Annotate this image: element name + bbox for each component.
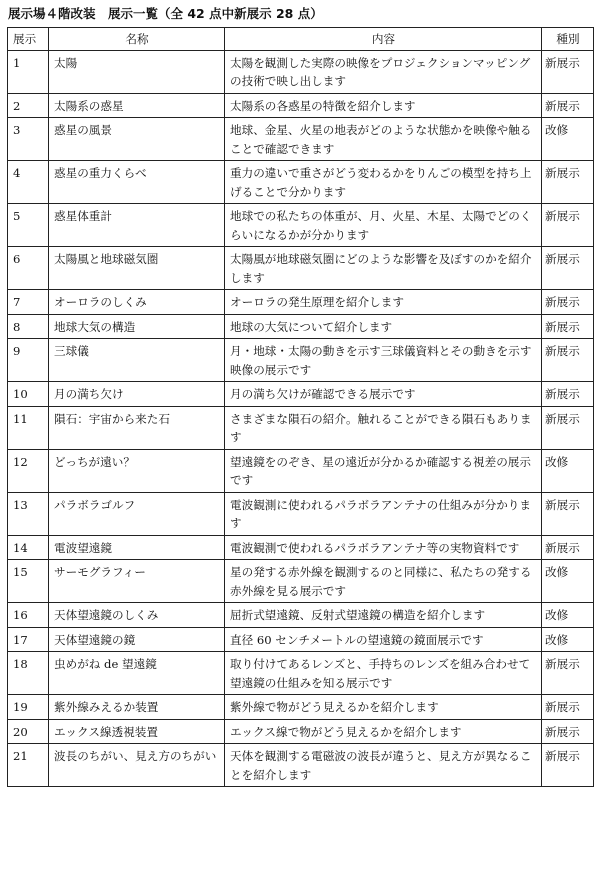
exhibit-type-cell: 改修 (542, 627, 594, 652)
exhibit-number-cell: 8 (8, 314, 49, 339)
exhibit-name-cell: オーロラのしくみ (49, 290, 225, 315)
exhibit-name-cell: 惑星の風景 (49, 118, 225, 161)
exhibit-name-cell: 虫めがね de 望遠鏡 (49, 652, 225, 695)
table-row (8, 406, 594, 449)
exhibit-description-cell: 地球、金星、火星の地表がどのような状態かを映像や触ることで確認できます (225, 118, 542, 161)
exhibit-type-cell: 新展示 (542, 93, 594, 118)
exhibit-number-cell: 16 (8, 603, 49, 628)
exhibit-number-cell: 7 (8, 290, 49, 315)
exhibit-type-cell: 新展示 (542, 744, 594, 787)
table-row (8, 627, 594, 652)
exhibit-description-cell: 月の満ち欠けが確認できる展示です (225, 382, 542, 407)
header-name: 名称 (49, 28, 225, 51)
exhibit-number-cell: 15 (8, 560, 49, 603)
exhibit-name-cell: 隕石：宇宙から来た石 (49, 406, 225, 449)
exhibit-name-cell: 惑星の重力くらべ (49, 161, 225, 204)
exhibit-type-cell: 改修 (542, 603, 594, 628)
table-row (8, 339, 594, 382)
table-row (8, 382, 594, 407)
table-row (8, 492, 594, 535)
exhibit-number-cell: 6 (8, 247, 49, 290)
exhibit-name-cell: パラボラゴルフ (49, 492, 225, 535)
table-row (8, 118, 594, 161)
exhibit-type-cell: 新展示 (542, 535, 594, 560)
exhibit-name-cell: 月の満ち欠け (49, 382, 225, 407)
exhibit-type-cell: 新展示 (542, 314, 594, 339)
exhibit-type-cell: 新展示 (542, 204, 594, 247)
exhibit-name-cell: どっちが遠い？ (49, 449, 225, 492)
exhibit-description-cell: 星の発する赤外線を観測するのと同様に、私たちの発する赤外線を見る展示です (225, 560, 542, 603)
table-row (8, 247, 594, 290)
exhibit-type-cell: 新展示 (542, 719, 594, 744)
exhibit-number-cell: 3 (8, 118, 49, 161)
exhibit-description-cell: オーロラの発生原理を紹介します (225, 290, 542, 315)
exhibit-description-cell: 直径 60 センチメートルの望遠鏡の鏡面展示です (225, 627, 542, 652)
exhibit-description-cell: 太陽系の各惑星の特徴を紹介します (225, 93, 542, 118)
exhibit-number-cell: 13 (8, 492, 49, 535)
exhibit-number-cell: 2 (8, 93, 49, 118)
exhibit-type-cell: 新展示 (542, 492, 594, 535)
table-row (8, 560, 594, 603)
exhibit-name-cell: 三球儀 (49, 339, 225, 382)
table-row (8, 603, 594, 628)
exhibit-name-cell: 太陽 (49, 50, 225, 93)
table-row (8, 652, 594, 695)
exhibit-name-cell: エックス線透視装置 (49, 719, 225, 744)
exhibit-type-cell: 新展示 (542, 50, 594, 93)
exhibit-description-cell: 月・地球・太陽の動きを示す三球儀資料とその動きを示す映像の展示です (225, 339, 542, 382)
exhibit-name-cell: 波長のちがい、見え方のちがい (49, 744, 225, 787)
exhibit-description-cell: 望遠鏡をのぞき、星の遠近が分かるか確認する視差の展示です (225, 449, 542, 492)
exhibit-number-cell: 19 (8, 695, 49, 720)
exhibit-type-cell: 改修 (542, 449, 594, 492)
exhibit-type-cell: 改修 (542, 560, 594, 603)
exhibit-name-cell: 天体望遠鏡のしくみ (49, 603, 225, 628)
exhibit-number-cell: 21 (8, 744, 49, 787)
exhibit-table (7, 27, 594, 787)
header-exhibit-number: 展示 (8, 28, 49, 51)
table-row (8, 535, 594, 560)
exhibit-description-cell: さまざまな隕石の紹介。触れることができる隕石もあります (225, 406, 542, 449)
exhibit-description-cell: 取り付けてあるレンズと、手持ちのレンズを組み合わせて望遠鏡の仕組みを知る展示です (225, 652, 542, 695)
table-body (8, 50, 594, 787)
table-row (8, 314, 594, 339)
exhibit-number-cell: 14 (8, 535, 49, 560)
table-row (8, 204, 594, 247)
exhibit-type-cell: 新展示 (542, 247, 594, 290)
table-row (8, 744, 594, 787)
exhibit-description-cell: エックス線で物がどう見えるかを紹介します (225, 719, 542, 744)
header-description: 内容 (225, 28, 542, 51)
exhibit-description-cell: 重力の違いで重さがどう変わるかをりんごの模型を持ち上げることで分かります (225, 161, 542, 204)
exhibit-description-cell: 地球の大気について紹介します (225, 314, 542, 339)
exhibit-name-cell: 紫外線みえるか装置 (49, 695, 225, 720)
exhibit-number-cell: 10 (8, 382, 49, 407)
exhibit-name-cell: 太陽風と地球磁気圏 (49, 247, 225, 290)
exhibit-number-cell: 18 (8, 652, 49, 695)
table-header-row (8, 28, 594, 51)
exhibit-type-cell: 改修 (542, 118, 594, 161)
exhibit-name-cell: サーモグラフィー (49, 560, 225, 603)
exhibit-type-cell: 新展示 (542, 652, 594, 695)
table-row (8, 449, 594, 492)
exhibit-number-cell: 17 (8, 627, 49, 652)
exhibit-type-cell: 新展示 (542, 290, 594, 315)
header-type: 種別 (542, 28, 594, 51)
exhibit-description-cell: 太陽を観測した実際の映像をプロジェクションマッピングの技術で映し出します (225, 50, 542, 93)
exhibit-name-cell: 太陽系の惑星 (49, 93, 225, 118)
exhibit-description-cell: 天体を観測する電磁波の波長が違うと、見え方が異なることを紹介します (225, 744, 542, 787)
exhibit-number-cell: 5 (8, 204, 49, 247)
exhibit-type-cell: 新展示 (542, 695, 594, 720)
exhibit-name-cell: 惑星体重計 (49, 204, 225, 247)
exhibit-name-cell: 電波望遠鏡 (49, 535, 225, 560)
exhibit-type-cell: 新展示 (542, 161, 594, 204)
exhibit-number-cell: 1 (8, 50, 49, 93)
table-row (8, 695, 594, 720)
exhibit-type-cell: 新展示 (542, 406, 594, 449)
table-row (8, 93, 594, 118)
exhibit-description-cell: 地球での私たちの体重が、月、火星、木星、太陽でどのくらいになるかが分かります (225, 204, 542, 247)
table-row (8, 719, 594, 744)
table-row (8, 161, 594, 204)
table-row (8, 50, 594, 93)
exhibit-number-cell: 9 (8, 339, 49, 382)
exhibit-description-cell: 電波観測に使われるパラボラアンテナの仕組みが分かります (225, 492, 542, 535)
exhibit-number-cell: 4 (8, 161, 49, 204)
exhibit-number-cell: 20 (8, 719, 49, 744)
exhibit-description-cell: 電波観測で使われるパラボラアンテナ等の実物資料です (225, 535, 542, 560)
document-title: 展示場４階改装 展示一覧（全 42 点中新展示 28 点） (8, 6, 323, 21)
exhibit-description-cell: 屈折式望遠鏡、反射式望遠鏡の構造を紹介します (225, 603, 542, 628)
exhibit-name-cell: 天体望遠鏡の鏡 (49, 627, 225, 652)
table-row (8, 290, 594, 315)
exhibit-type-cell: 新展示 (542, 339, 594, 382)
exhibit-description-cell: 紫外線で物がどう見えるかを紹介します (225, 695, 542, 720)
exhibit-number-cell: 12 (8, 449, 49, 492)
exhibit-number-cell: 11 (8, 406, 49, 449)
exhibit-name-cell: 地球大気の構造 (49, 314, 225, 339)
exhibit-type-cell: 新展示 (542, 382, 594, 407)
exhibit-description-cell: 太陽風が地球磁気圏にどのような影響を及ぼすのかを紹介します (225, 247, 542, 290)
